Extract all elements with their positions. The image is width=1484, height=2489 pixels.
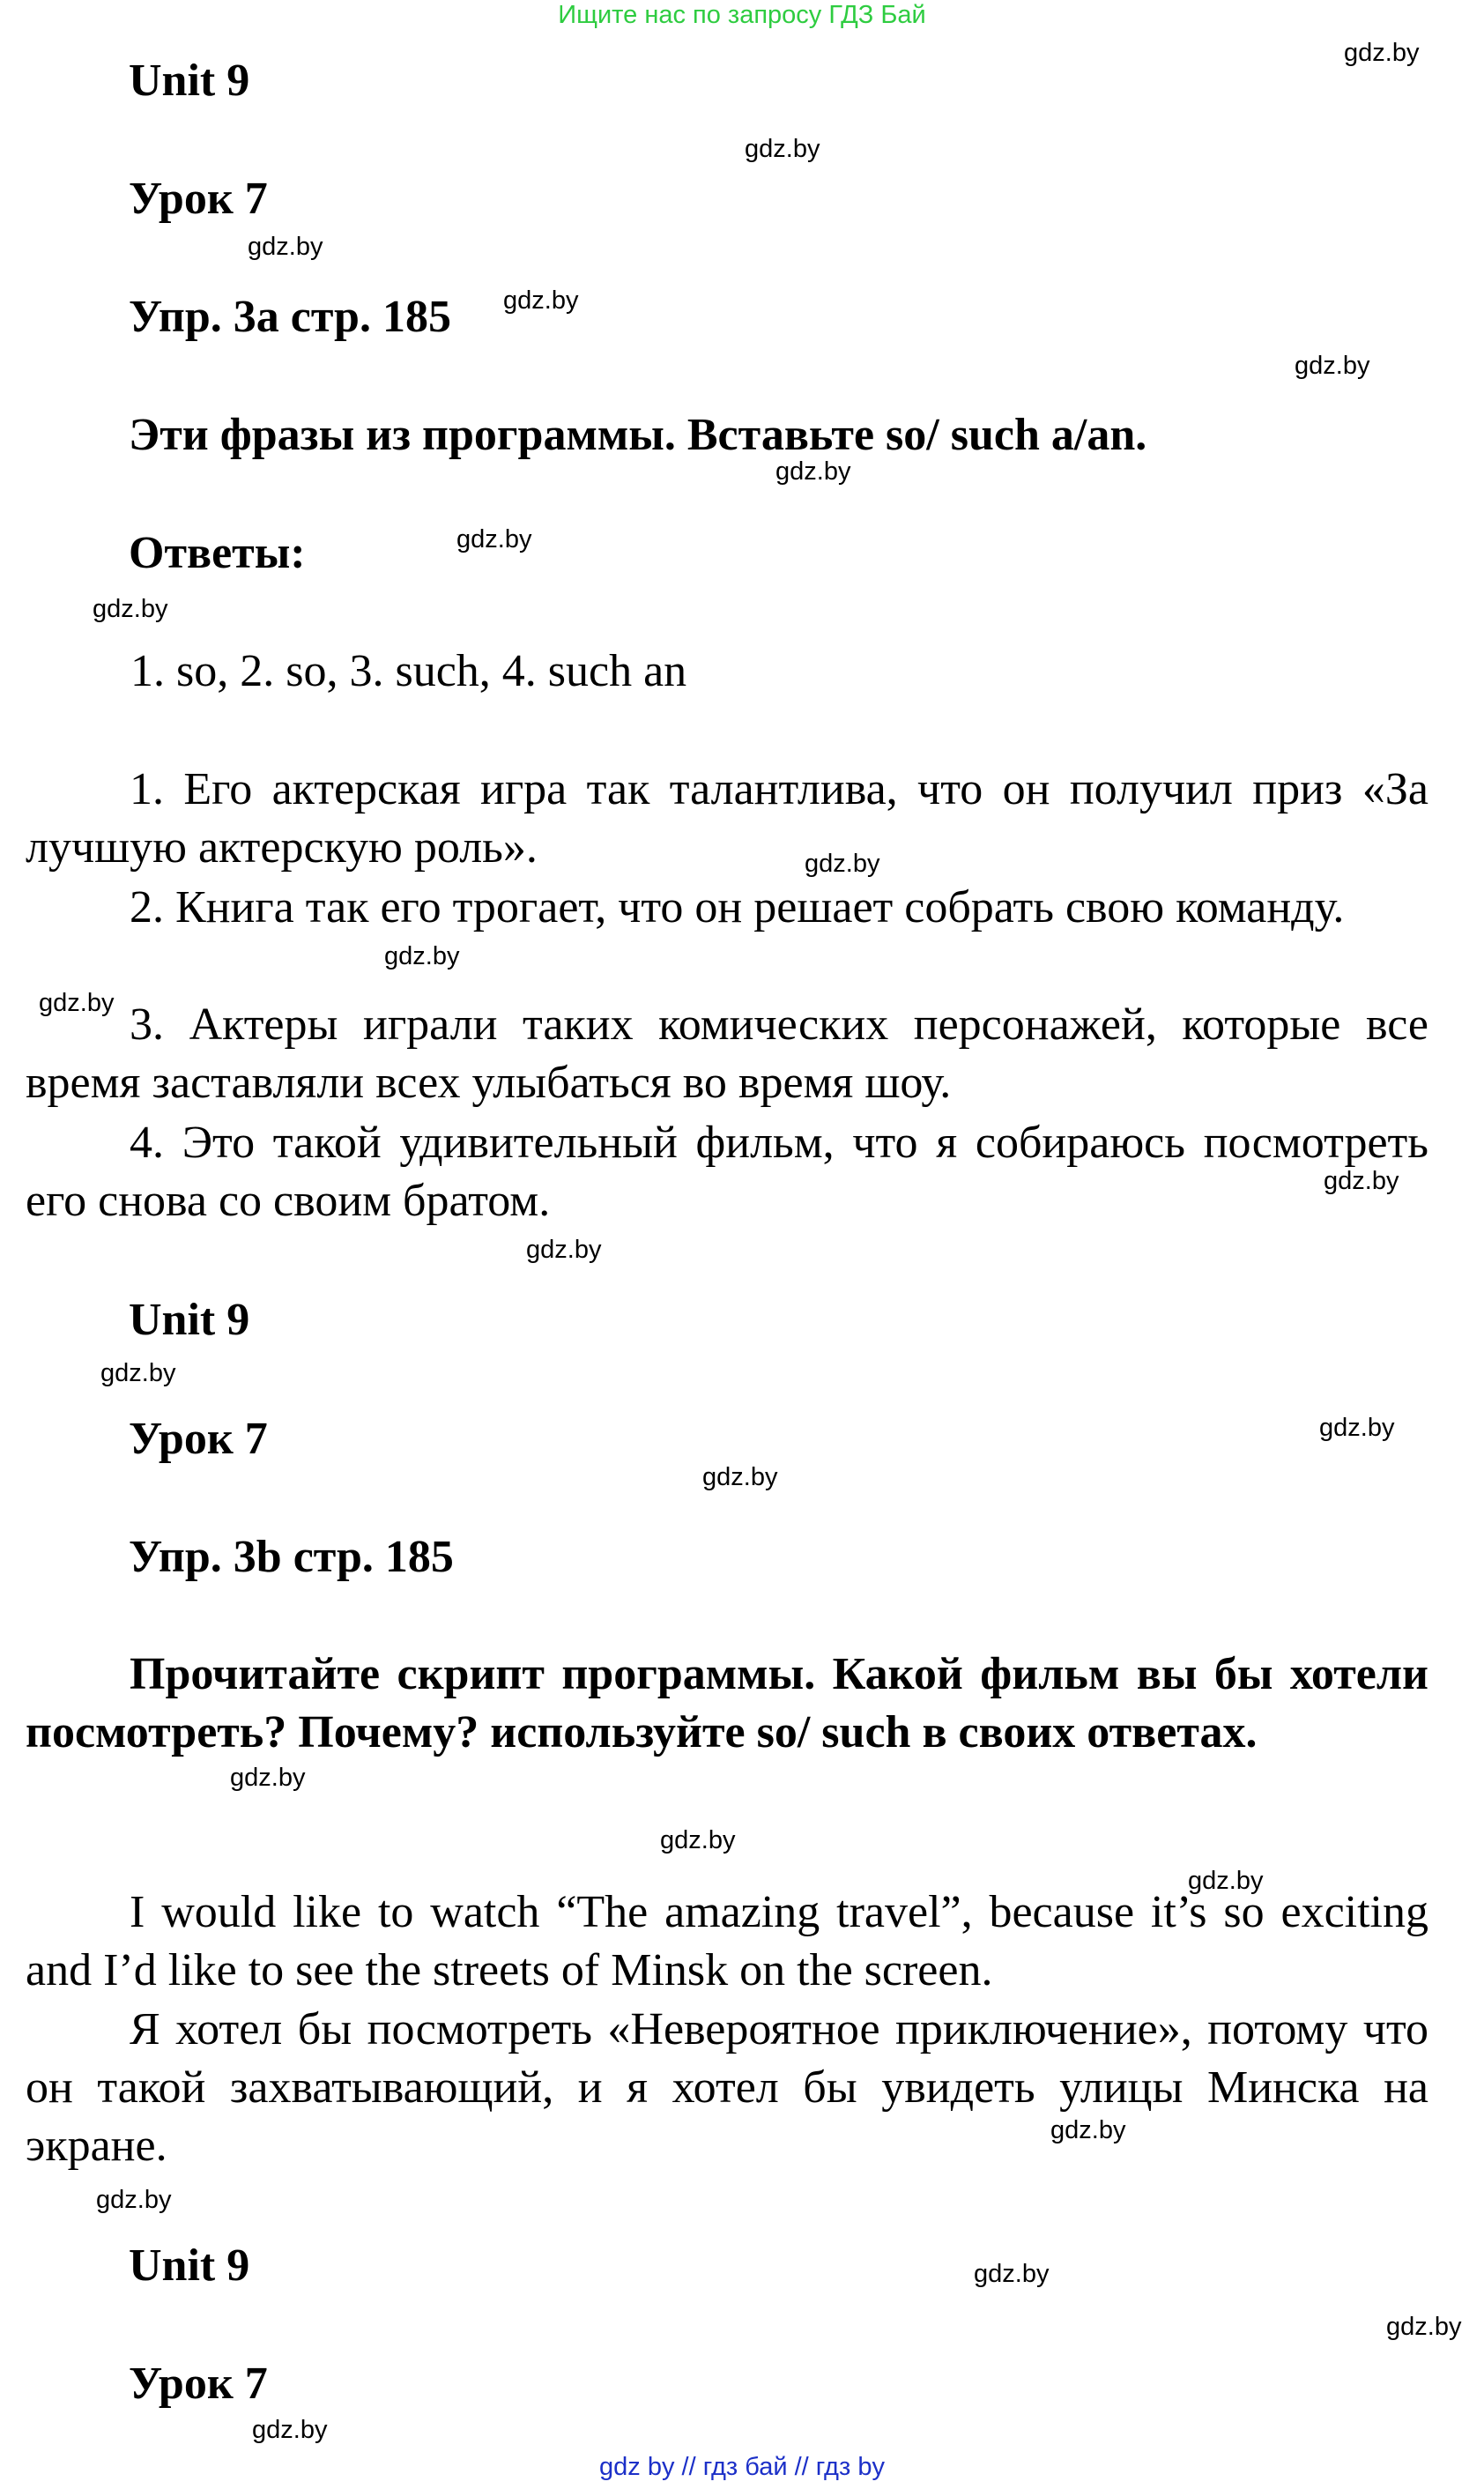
watermark[interactable]: gdz.by (1319, 1414, 1395, 1442)
exercise-heading: Упр. 3a стр. 185 (129, 292, 451, 342)
lesson-heading: Урок 7 (129, 1414, 268, 1464)
watermark[interactable]: gdz.by (93, 595, 168, 623)
watermark[interactable]: gdz.by (96, 2186, 172, 2214)
lesson-heading: Урок 7 (129, 2359, 268, 2409)
unit-heading: Unit 9 (129, 1295, 250, 1345)
answer-paragraph: 4. Это такой удивительный фильм, что я собираюсь посмотреть его снова со своим братом. (26, 1118, 1428, 1226)
watermark[interactable]: gdz.by (1324, 1167, 1399, 1195)
watermark[interactable]: gdz.by (252, 2416, 328, 2444)
answer-paragraph: 1. Его актерская игра так талантлива, что он получил приз «За лучшую актерскую роль». (26, 764, 1428, 873)
watermark[interactable]: gdz.by (1386, 2313, 1462, 2341)
watermark[interactable]: gdz.by (745, 135, 820, 163)
watermark[interactable]: gdz.by (384, 942, 460, 970)
watermark[interactable]: gdz.by (702, 1463, 778, 1491)
answers-label: Ответы: (129, 528, 306, 578)
exercise-heading: Упр. 3b стр. 185 (129, 1532, 454, 1582)
watermark[interactable]: gdz.by (1344, 39, 1420, 67)
lesson-heading: Урок 7 (129, 174, 268, 224)
watermark[interactable]: gdz.by (660, 1826, 736, 1854)
answers-line: 1. so, 2. so, 3. such, 4. such an (130, 646, 687, 696)
watermark[interactable]: gdz.by (974, 2260, 1050, 2288)
watermark[interactable]: gdz.by (230, 1764, 306, 1792)
watermark[interactable]: gdz.by (1295, 352, 1370, 380)
top-banner[interactable]: Ищите нас по запросу ГДЗ Бай (558, 1, 926, 29)
answer-paragraph: 2. Книга так его трогает, что он решает собрать свою команду. (130, 882, 1345, 932)
watermark[interactable]: gdz.by (100, 1359, 176, 1387)
unit-heading: Unit 9 (129, 2240, 250, 2291)
unit-heading: Unit 9 (129, 56, 250, 106)
task-text: Эти фразы из программы. Вставьте so/ such a/an. (129, 410, 1147, 460)
answer-paragraph: 3. Актеры играли таких комических персонажей, которые все время заставляли всех улыбаться во время шоу. (26, 999, 1428, 1108)
watermark[interactable]: gdz.by (503, 286, 579, 315)
watermark[interactable]: gdz.by (1188, 1867, 1264, 1895)
answer-paragraph: I would like to watch “The amazing travel”, because it’s so exciting and I’d like to see the streets of Minsk on the screen. (26, 1887, 1428, 1995)
watermark[interactable]: gdz.by (526, 1236, 602, 1264)
watermark[interactable]: gdz.by (456, 525, 532, 554)
watermark[interactable]: gdz.by (1050, 2116, 1126, 2144)
watermark[interactable]: gdz.by (248, 233, 323, 261)
watermark[interactable]: gdz.by (775, 457, 851, 486)
answer-paragraph: Я хотел бы посмотреть «Невероятное приключение», потому что он такой захватывающий, и я хотел бы увидеть улицы Минска на экране. (26, 2004, 1428, 2171)
task-text: Прочитайте скрипт программы. Какой фильм вы бы хотели посмотреть? Почему? используйте so/ such в своих ответах. (26, 1649, 1428, 1757)
watermark[interactable]: gdz.by (805, 850, 880, 878)
watermark[interactable]: gdz.by (39, 989, 115, 1017)
footer-links[interactable]: gdz by // гдз бай // гдз by (599, 2453, 885, 2481)
